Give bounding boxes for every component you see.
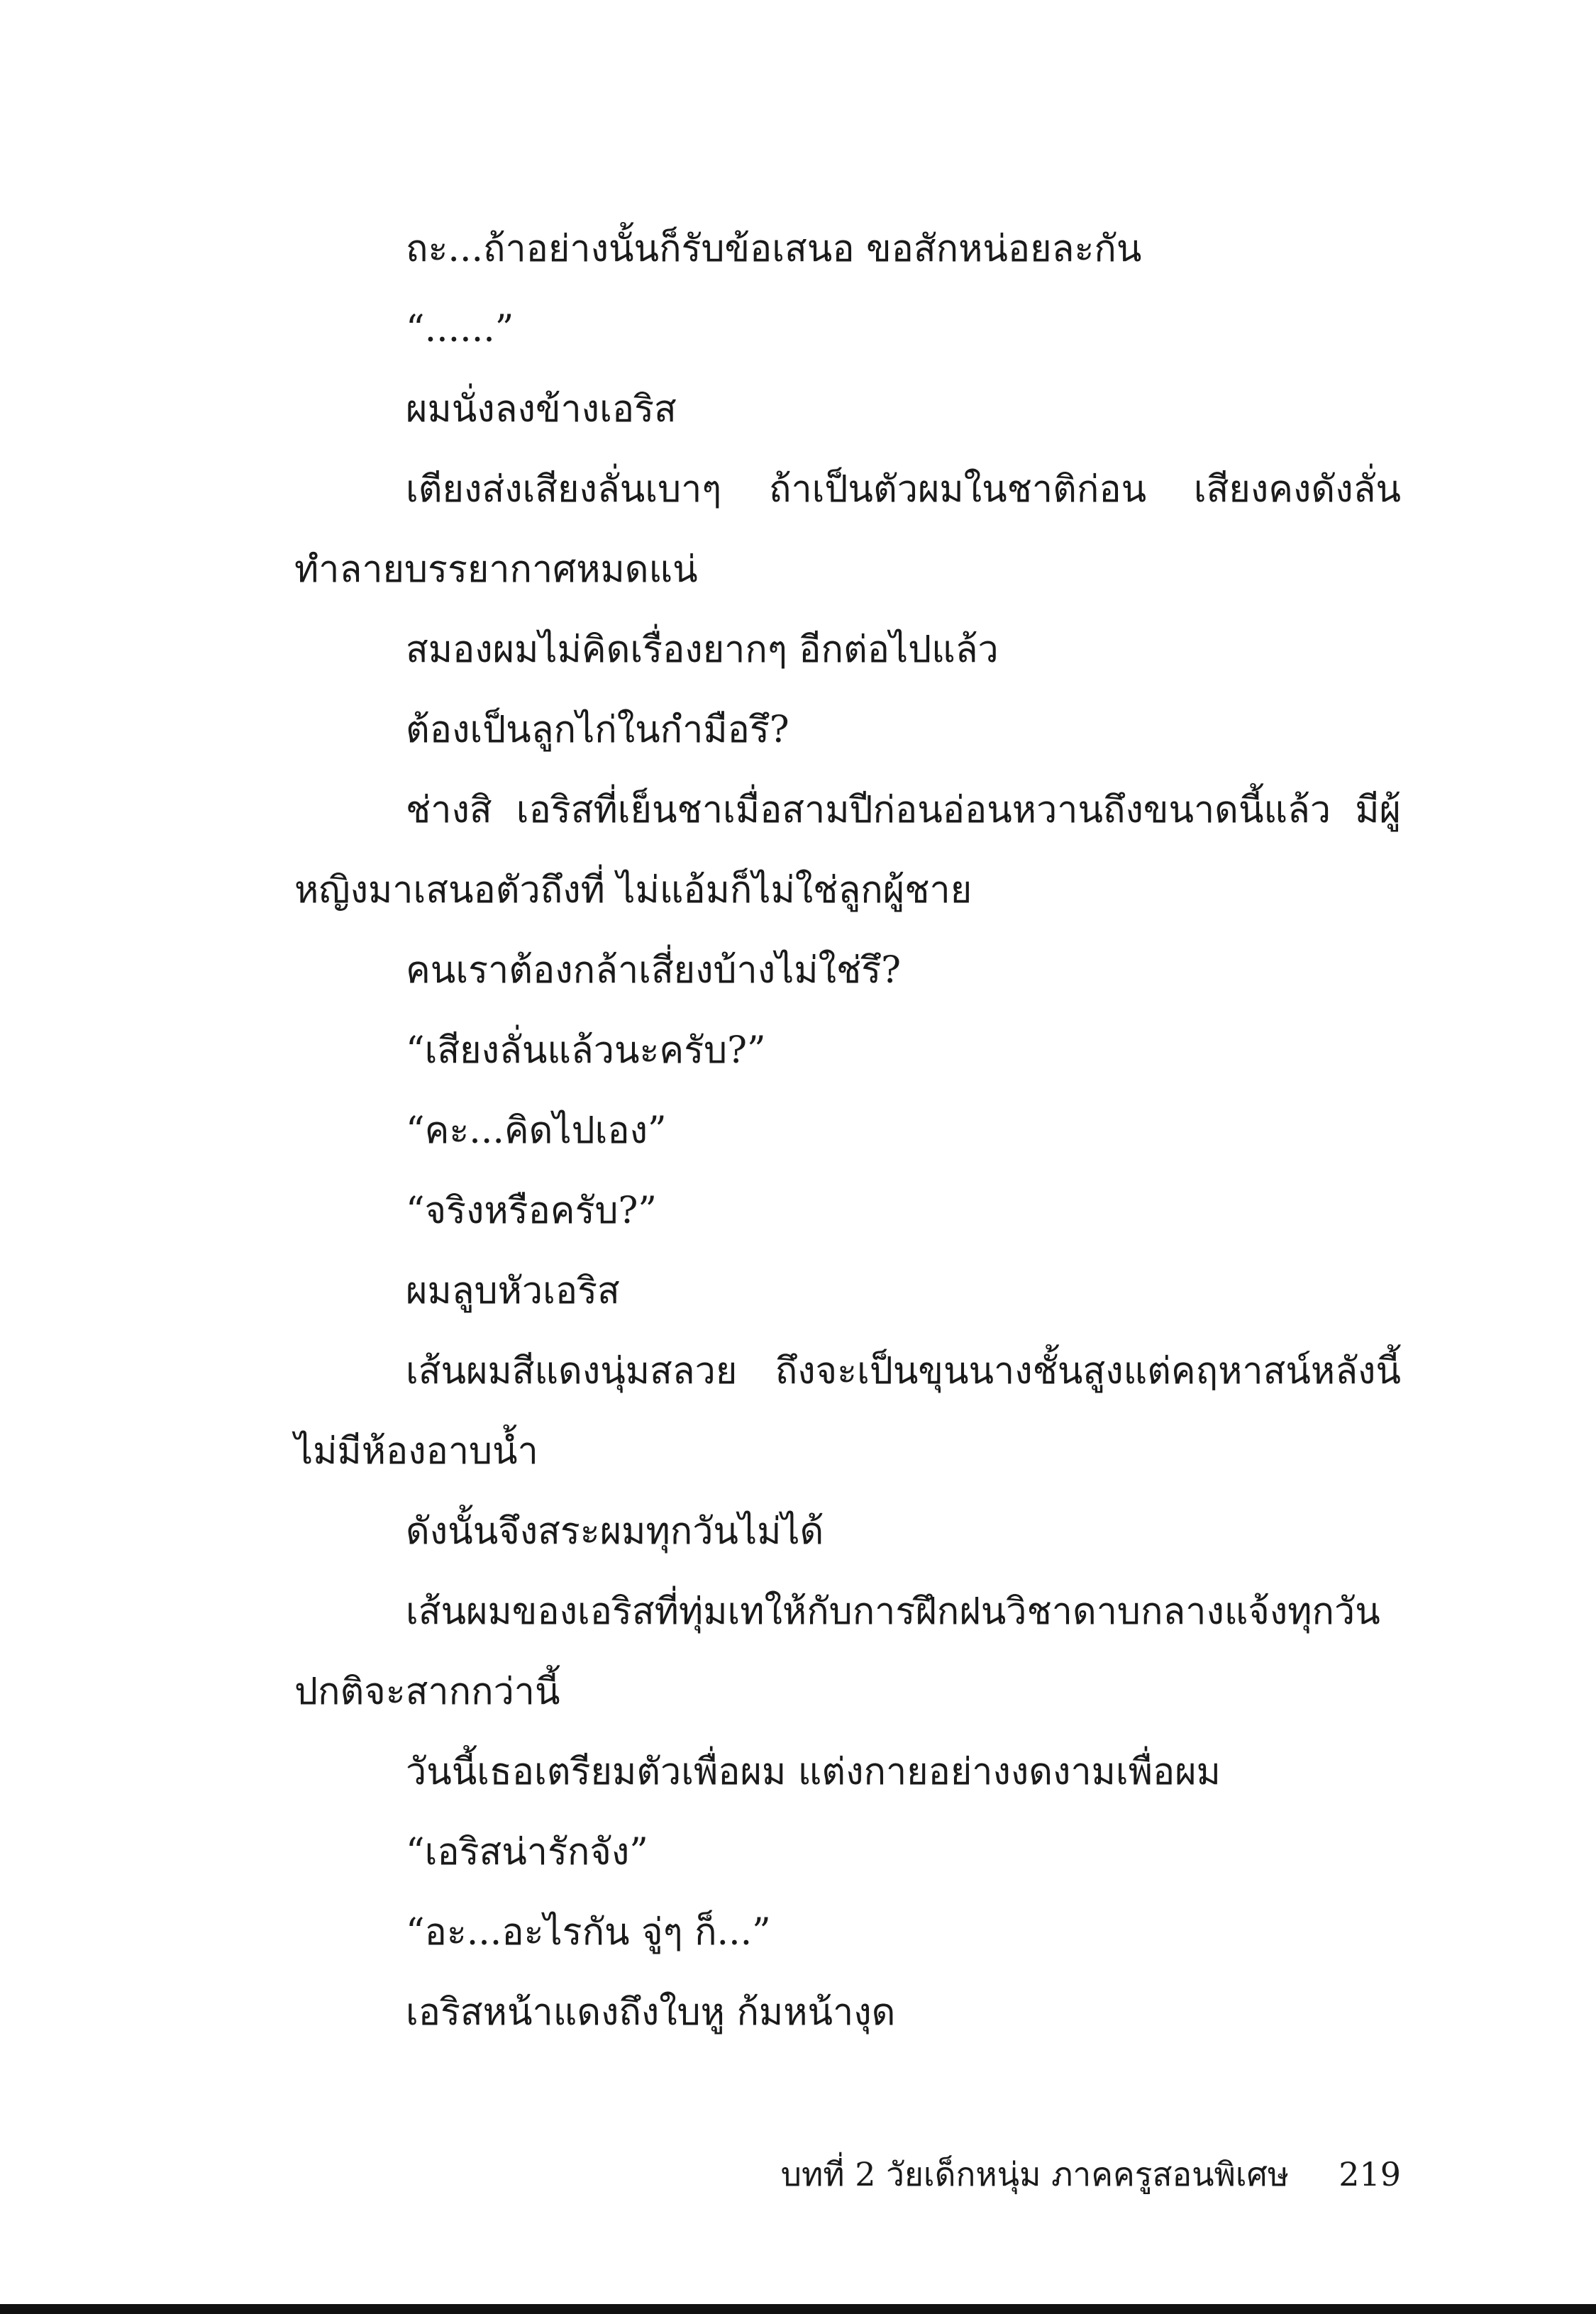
paragraph: สมองผมไม่คิดเรื่องยากๆ อีกต่อไปแล้ว <box>406 629 999 671</box>
paragraph: เส้นผมสีแดงนุ่มสลวย ถึงจะเป็นขุนนางชั้นสูงแต่คฤหาสน์หลังนี้ไม่มีห้องอาบน้ำ <box>294 1350 1401 1473</box>
paragraph: “คะ...คิดไปเอง” <box>406 1109 667 1152</box>
paragraph: “......” <box>406 308 514 350</box>
running-footer-chapter: บทที่ 2 วัยเด็กหนุ่ม ภาคครูสอนพิเศษ <box>780 2154 1290 2193</box>
paragraph: “เสียงลั่นแล้วนะครับ?” <box>406 1029 766 1072</box>
paragraph: ถะ...ถ้าอย่างนั้นก็รับข้อเสนอ ขอสักหน่อยละกัน <box>406 228 1142 270</box>
paragraph: คนเราต้องกล้าเสี่ยงบ้างไม่ใช่รึ? <box>406 949 902 992</box>
paragraph: ผมลูบหัวเอริส <box>406 1270 620 1312</box>
page-number: 219 <box>1339 2155 1401 2193</box>
paragraph: เส้นผมของเอริสที่ทุ่มเทให้กับการฝึกฝนวิชาดาบกลางแจ้งทุกวันปกติจะสากกว่านี้ <box>294 1590 1380 1713</box>
paragraph: ดังนั้นจึงสระผมทุกวันไม่ได้ <box>406 1510 824 1553</box>
paragraph: เอริสหน้าแดงถึงใบหู ก้มหน้างุด <box>406 1991 896 2034</box>
paragraph: “เอริสน่ารักจัง” <box>406 1831 648 1873</box>
paragraph: “อะ...อะไรกัน จู่ๆ ก็...” <box>406 1911 771 1954</box>
paragraph: “จริงหรือครับ?” <box>406 1190 657 1232</box>
page-footer <box>294 2142 1401 2206</box>
paragraph: เตียงส่งเสียงลั่นเบาๆ ถ้าเป็นตัวผมในชาติก่อน เสียงคงดังลั่นทำลายบรรยากาศหมดแน่ <box>294 468 1401 591</box>
paragraph: วันนี้เธอเตรียมตัวเพื่อผม แต่งกายอย่างงดงามเพื่อผม <box>406 1751 1221 1793</box>
body-text <box>294 209 1401 2053</box>
paragraph: ผมนั่งลงข้างเอริส <box>406 388 677 431</box>
paragraph: ต้องเป็นลูกไก่ในกำมือรึ? <box>406 709 789 751</box>
bottom-edge-rule <box>0 2304 1596 2314</box>
paragraph: ช่างสิ เอริสที่เย็นชาเมื่อสามปีก่อนอ่อนหวานถึงขนาดนี้แล้ว มีผู้หญิงมาเสนอตัวถึงที่ ไม่แอ้มก็ไม่ใช่ลูกผู้ชาย <box>294 789 1401 912</box>
